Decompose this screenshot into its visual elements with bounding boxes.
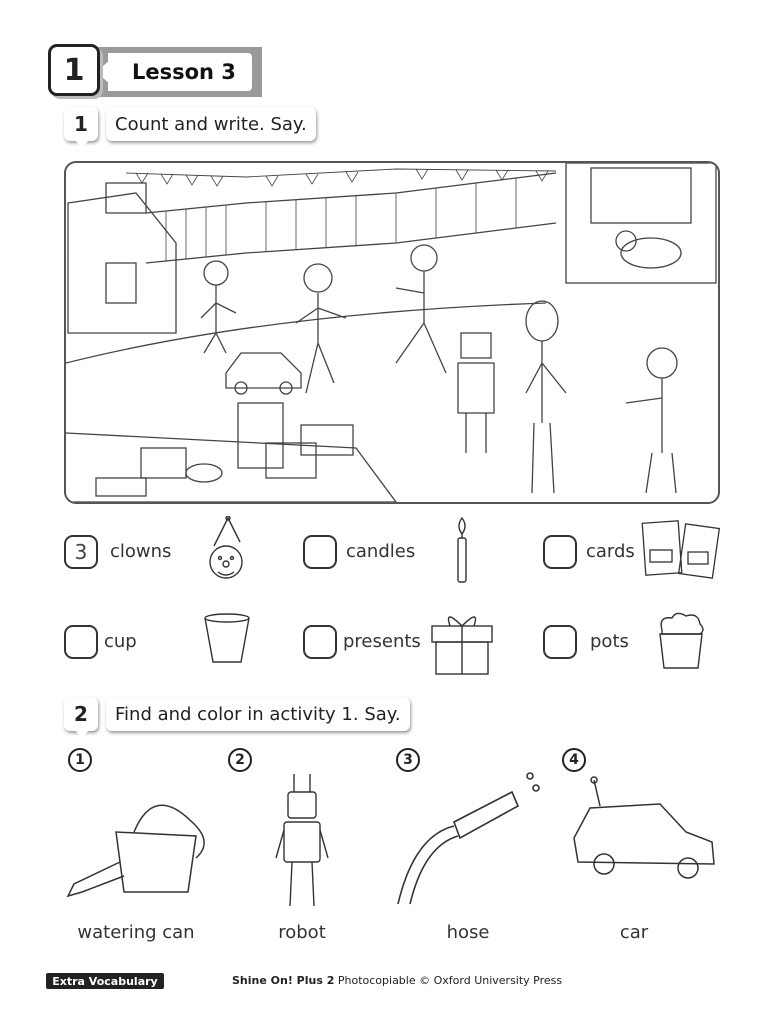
activity-1-number-text: 1 <box>74 112 88 136</box>
count-box-candles[interactable] <box>303 535 337 569</box>
label-car: car <box>619 922 649 943</box>
word-pots: pots <box>590 631 629 652</box>
word-clowns: clowns <box>110 541 172 562</box>
cup-icon <box>203 612 251 666</box>
item-number-3: 3 <box>396 748 420 772</box>
footer-tag: Extra Vocabulary <box>46 973 164 989</box>
activity-1-instruction: Count and write. Say. <box>106 107 316 141</box>
unit-number: 1 <box>48 44 100 96</box>
flower-pot-icon <box>656 610 706 672</box>
word-cup: cup <box>104 631 137 652</box>
footer-credits <box>232 974 562 987</box>
robot-icon <box>272 772 332 912</box>
label-hose: hose <box>446 922 490 943</box>
toy-car-icon <box>570 776 720 880</box>
label-watering-can: watering can <box>77 922 195 943</box>
count-box-pots[interactable] <box>543 625 577 659</box>
footer-copyright: Photocopiable © Oxford University Press <box>337 974 563 987</box>
activity-2-instruction: Find and color in activity 1. Say. <box>106 697 410 731</box>
word-presents: presents <box>343 631 421 652</box>
candle-icon <box>452 516 472 586</box>
item-number-2: 2 <box>228 748 252 772</box>
item-number-1: 1 <box>68 748 92 772</box>
hose-icon <box>394 766 544 908</box>
lesson-title: Lesson 3 <box>108 53 252 91</box>
birthday-cards-icon <box>640 518 722 580</box>
label-robot: robot <box>278 922 326 943</box>
count-box-clowns[interactable]: 3 <box>64 535 98 569</box>
count-box-presents[interactable] <box>303 625 337 659</box>
present-icon <box>430 608 494 676</box>
word-cards: cards <box>586 541 635 562</box>
clown-face-icon <box>204 516 248 586</box>
activity-2-number-text: 2 <box>74 702 88 726</box>
activity-1-number <box>64 107 98 141</box>
word-candles: candles <box>346 541 416 562</box>
party-scene-illustration <box>64 161 720 504</box>
footer-book: Shine On! Plus 2 <box>232 974 335 987</box>
activity-2-number <box>64 697 98 731</box>
count-box-cup[interactable] <box>64 625 98 659</box>
watering-can-icon <box>64 792 214 904</box>
item-number-4: 4 <box>562 748 586 772</box>
count-box-cards[interactable] <box>543 535 577 569</box>
